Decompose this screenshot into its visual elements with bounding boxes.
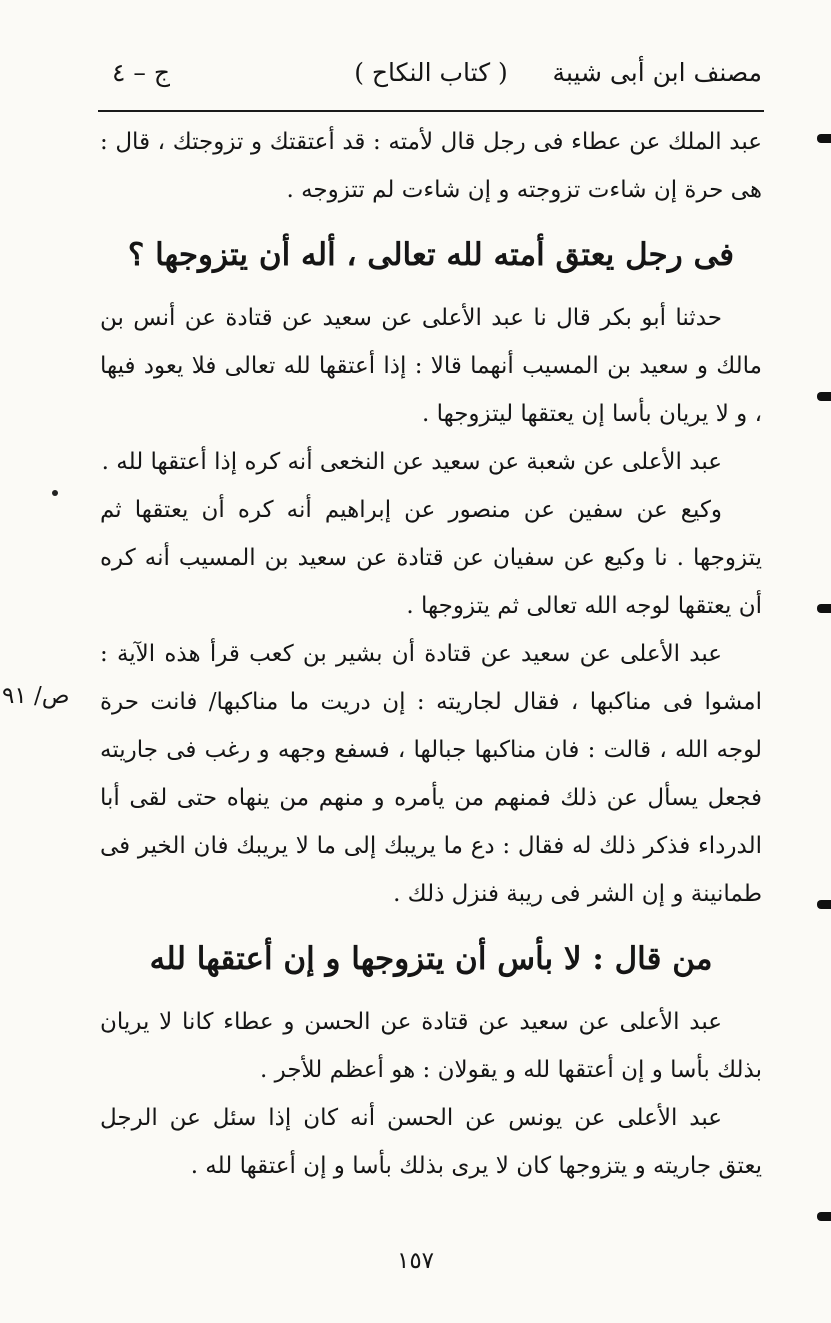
section-heading-1: فى رجل يعتق أمته لله تعالى ، أله أن يتزوجها ؟	[127, 237, 735, 273]
running-header	[100, 56, 762, 100]
paragraph: عبد الأعلى عن سعيد عن قتادة عن الحسن و عطاء كانا لا يريان بذلك بأسا و إن أعتقها لله و يقولان : هو أعظم للأجر .	[100, 1009, 762, 1083]
paragraph: حدثنا أبو بكر قال نا عبد الأعلى عن سعيد عن قتادة عن أنس بن مالك و سعيد بن المسيب أنهما قالا : إذا أعتقها لله تعالى فلا يعود فيها ، و لا يريان بأسا إن يعتقها ليتزوجها .	[100, 305, 762, 427]
edge-mark	[817, 1212, 831, 1221]
section-heading-2: من قال : لا بأس أن يتزوجها و إن أعتقها لله	[149, 941, 713, 977]
chapter-title: ( كتاب النكاح )	[354, 58, 508, 87]
paragraph: عبد الأعلى عن سعيد عن قتادة أن بشير بن كعب قرأ هذه الآية : امشوا فى مناكبها ، فقال لجاريته : إن دريت ما مناكبها/ فانت حرة لوجه الله ، قالت : فان مناكبها جبالها ، فسفع وجهه و رغب فى جاريته فجعل يسأل عن ذلك فمنهم من يأمره و منهم من ينهاه حتى لقى أبا الدرداء فذكر ذلك له فقال : دع ما يريبك إلى ما لا يريبك فان الخير فى طمانينة و إن الشر فى ريبة فنزل ذلك .	[100, 641, 762, 907]
edge-mark	[817, 134, 831, 143]
edge-mark	[817, 604, 831, 613]
book-title: مصنف ابن أبى شيبة	[552, 58, 762, 87]
edge-mark	[817, 900, 831, 909]
paragraph: وكيع عن سفين عن منصور عن إبراهيم أنه كره أن يعتقها ثم يتزوجها . نا وكيع عن سفيان عن قتادة عن سعيد بن المسيب أنه كره أن يعتقها لوجه الله تعالى ثم يتزوجها .	[100, 497, 762, 619]
margin-page-reference: ص/ ٩١	[2, 683, 70, 709]
page-number: ١٥٧	[396, 1248, 435, 1274]
paragraph: عبد الأعلى عن شعبة عن سعيد عن النخعى أنه كره إذا أعتقها لله .	[101, 449, 722, 475]
intro-paragraph: عبد الملك عن عطاء فى رجل قال لأمته : قد أعتقتك و تزوجتك ، قال : هى حرة إن شاءت تزوجته و إن شاءت لم تتزوجه .	[100, 129, 762, 203]
page-body	[100, 118, 762, 1190]
header-rule	[98, 110, 764, 112]
volume-label: ج – ٤	[112, 58, 170, 87]
edge-mark	[817, 392, 831, 401]
ink-dot	[52, 490, 58, 496]
paragraph: عبد الأعلى عن يونس عن الحسن أنه كان إذا سئل عن الرجل يعتق جاريته و يتزوجها كان لا يرى بذلك بأسا و إن أعتقها لله .	[100, 1105, 762, 1179]
